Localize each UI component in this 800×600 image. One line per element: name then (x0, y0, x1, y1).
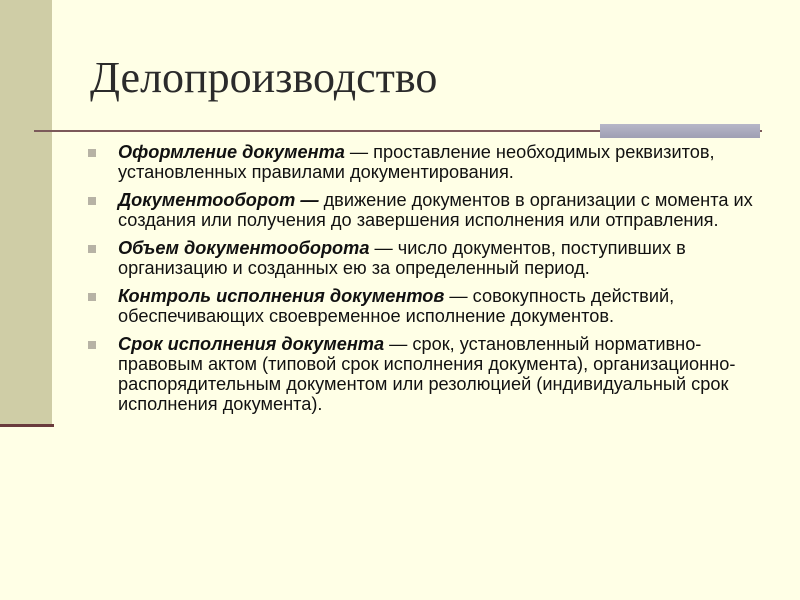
list-item (88, 238, 764, 278)
square-bullet-icon (88, 293, 96, 301)
square-bullet-icon (88, 245, 96, 253)
square-bullet-icon (88, 341, 96, 349)
term: Срок исполнения документа (118, 334, 385, 354)
left-decorative-bar (0, 0, 52, 424)
list-item (88, 334, 764, 414)
definition-text: — совокупность действий, обеспечивающих своевременное исполнение документов. (118, 286, 675, 326)
definition-text: движение документов в организации с момента их создания или получения до завершения исполнения или отправления. (118, 190, 753, 230)
square-bullet-icon (88, 197, 96, 205)
slide-title: Делопроизводство (90, 53, 438, 102)
left-bar-underline (0, 424, 54, 427)
term: Контроль исполнения документов (118, 286, 445, 306)
list-item (88, 190, 764, 230)
term: Объем документооборота (118, 238, 370, 258)
list-item (88, 142, 764, 182)
definition-text: — срок, установленный нормативно-правовым актом (типовой срок исполнения документа), организационно-распорядительным документом или резолюцией (индивидуальный срок исполнения документа). (118, 334, 736, 414)
list-item (88, 286, 764, 326)
definition-text: — проставление необходимых реквизитов, установленных правилами документирования. (118, 142, 715, 182)
definition-list (88, 142, 764, 422)
title-accent-bar (600, 124, 760, 138)
term: Оформление документа (118, 142, 345, 162)
definition-text: — число документов, поступивших в организацию и созданных ею за определенный период. (118, 238, 686, 278)
term: Документооборот — (118, 190, 324, 210)
square-bullet-icon (88, 149, 96, 157)
